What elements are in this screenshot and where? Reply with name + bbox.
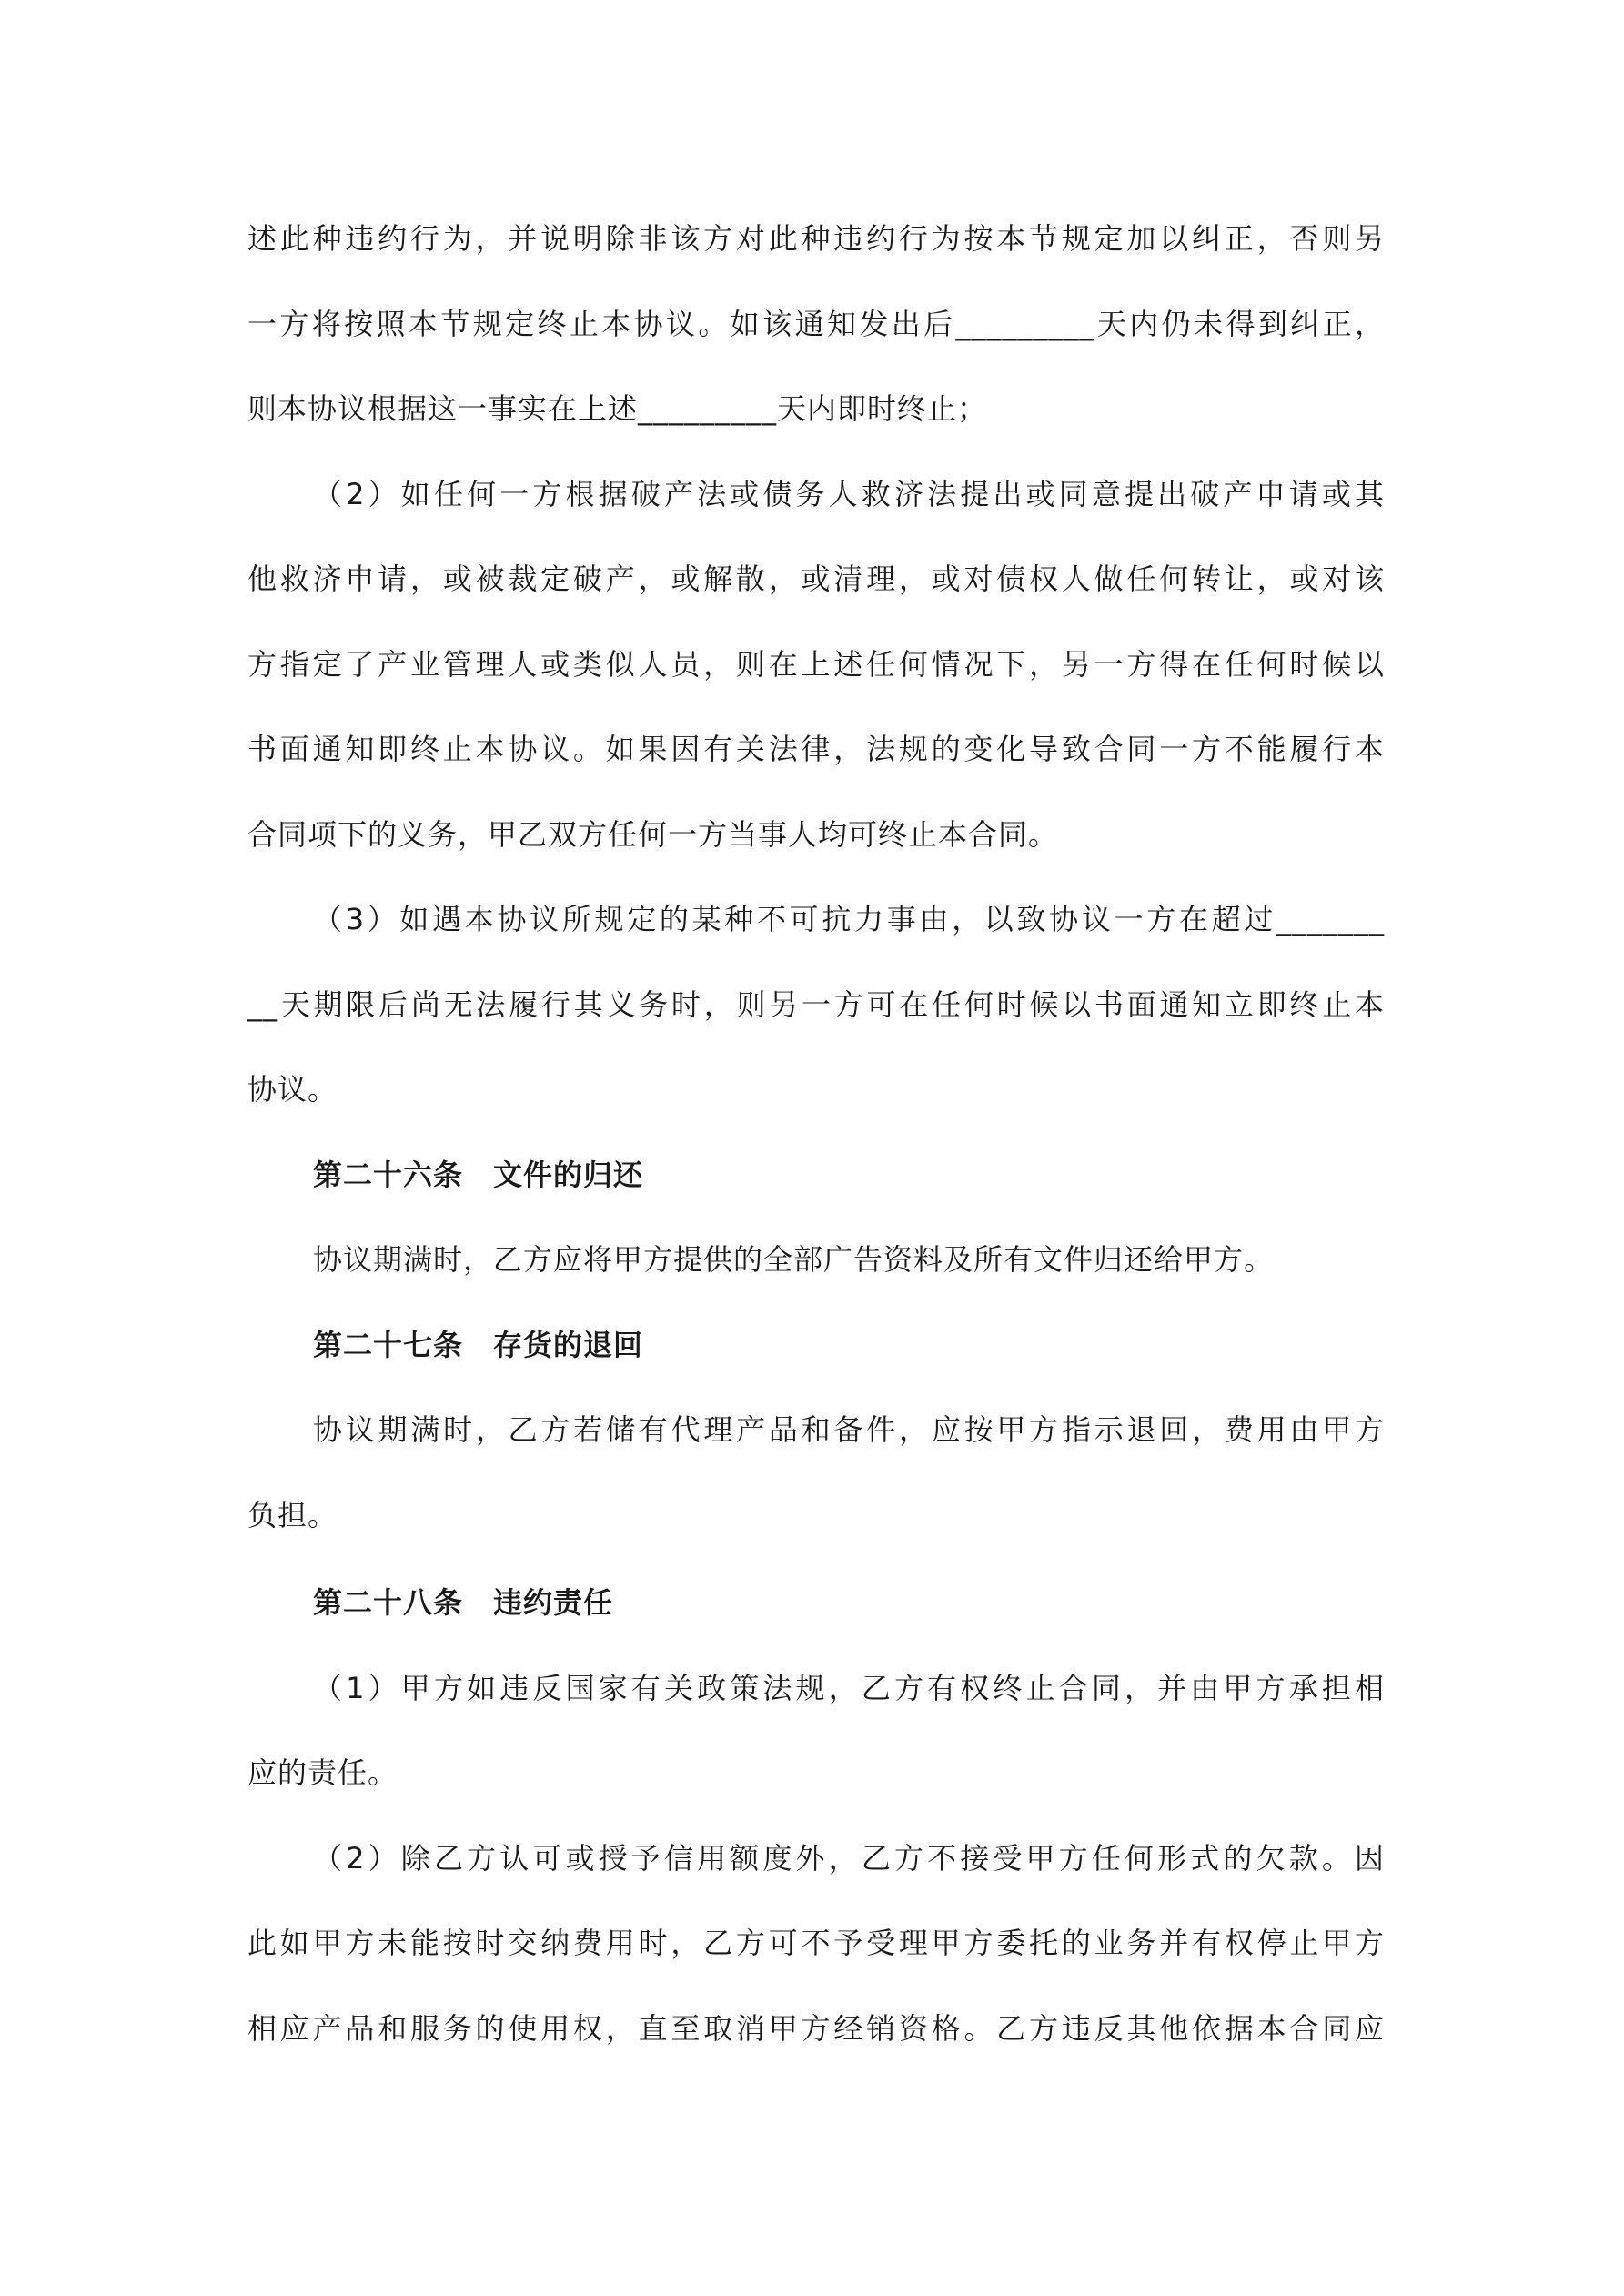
text-line: 负担。 xyxy=(247,1497,338,1532)
document-body xyxy=(247,211,1385,2086)
text-line: 协议。 xyxy=(247,1072,338,1107)
article-26-heading: 第二十六条 文件的归还 xyxy=(313,1157,644,1192)
text-line: 相应产品和服务的使用权，直至取消甲方经销资格。乙方违反其他依据本合同应 xyxy=(247,2010,1385,2046)
text-line: 述此种违约行为，并说明除非该方对此种违约行为按本节规定加以纠正，否则另 xyxy=(247,221,1385,256)
text-line: 合同项下的义务，甲乙双方任何一方当事人均可终止本合同。 xyxy=(247,816,1059,852)
text-line: 此如甲方未能按时交纳费用时，乙方可不予受理甲方委托的业务并有权停止甲方 xyxy=(247,1926,1385,1960)
text-line: 一方将按照本节规定终止本协议。如该通知发出后_________天内仍未得到纠正， xyxy=(247,306,1385,341)
text-line: 则本协议根据这一事实在上述_________天内即时终止； xyxy=(247,391,988,426)
article-26-body: 协议期满时，乙方应将甲方提供的全部广告资料及所有文件归还给甲方。 xyxy=(313,1242,1275,1277)
article-27-body: 协议期满时，乙方若储有代理产品和备件，应按甲方指示退回，费用由甲方 xyxy=(313,1412,1385,1447)
article-27-heading: 第二十七条 存货的退回 xyxy=(313,1327,644,1362)
text-line: 方指定了产业管理人或类似人员，则在上述任何情况下，另一方得在任何时候以 xyxy=(247,646,1385,682)
text-line: 应的责任。 xyxy=(247,1755,398,1790)
article-28-clause-2: （2）除乙方认可或授予信用额度外，乙方不接受甲方任何形式的欠款。因 xyxy=(313,1840,1385,1876)
clause-3-line: （3）如遇本协议所规定的某种不可抗力事由，以致协议一方在超过_______ xyxy=(313,902,1385,936)
article-28-heading: 第二十八条 违约责任 xyxy=(313,1585,614,1620)
clause-2-line: （2）如任何一方根据破产法或债务人救济法提出或同意提出破产申请或其 xyxy=(313,476,1385,511)
text-line: __天期限后尚无法履行其义务时，则另一方可在任何时候以书面通知立即终止本 xyxy=(247,986,1385,1022)
text-line: 书面通知即终止本协议。如果因有关法律，法规的变化导致合同一方不能履行本 xyxy=(247,732,1385,766)
article-28-clause-1: （1）甲方如违反国家有关政策法规，乙方有权终止合同，并由甲方承担相 xyxy=(313,1670,1385,1705)
text-line: 他救济申请，或被裁定破产，或解散，或清理，或对债权人做任何转让，或对该 xyxy=(247,561,1385,596)
